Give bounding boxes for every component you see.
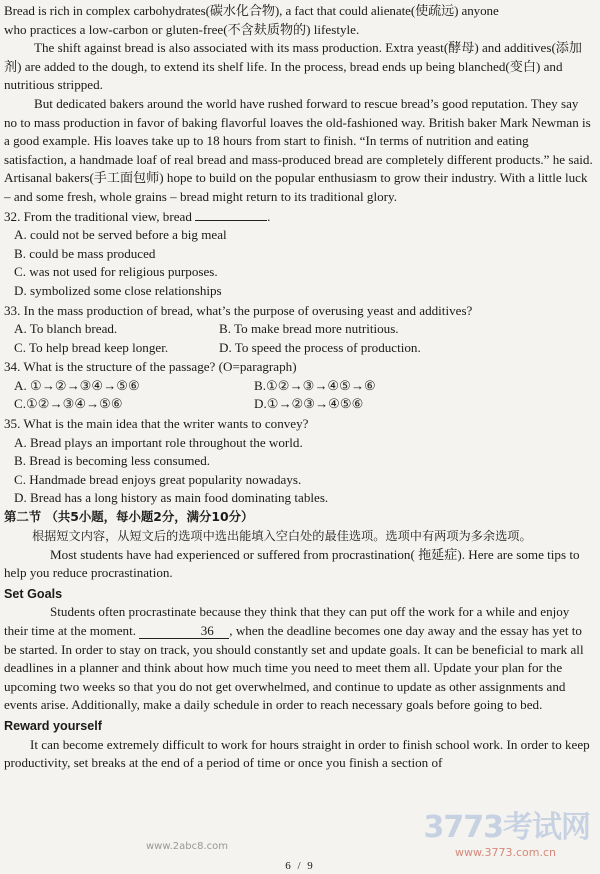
question-33-stem: 33. In the mass production of bread, what’s the purpose of overusing yeast and additives? [4,302,473,318]
passage-p1-line1: Bread is rich in complex carbohydrates(碳水化合物), a fact that could alienate(使疏远) anyone [4,3,499,18]
option-35d: D. Bread has a long history as main food dominating tables. [14,490,329,506]
question-32-stem: 32. From the traditional view, bread [4,208,192,224]
passage-p3: But dedicated bakers around the world have rushed forward to rescue bread’s good reputation. They say no to mass production in favor of baking flavorful loaves the old-fashioned way. British baker Mark Newman is a good example. His loaves take up to 18 hours from start to finish. “In terms of nutrition and eating satisfaction, a handmade loaf of real bread and mass-produced bread are completely different products.” he said. Artisanal bakers(手工面包师) hope to build on the popular enthusiasm to grow their industry. With a little luck – and some fresh, whole grains – bread might return to its traditional glory. [4,95,593,204]
passage-p2: The shift against bread is also associated with its mass production. Extra yeast(酵母) and additives(添加剂) are added to the dough, to extend its shelf life. In the process, bread ends up being blanched(变白) and nutritious stripped. [4,40,582,93]
question-32-end: . [267,208,271,224]
question-32 [4,208,594,227]
option-32c: C. was not used for religious purposes. [14,264,218,280]
exam-page [4,2,594,773]
option-34a: A. ①→②→③④→⑤⑥ [14,377,140,393]
question-34-row2 [4,395,594,414]
option-33a: A. To blanch bread. [14,321,118,337]
option-33c: C. To help bread keep longer. [14,339,169,355]
question-35-stem: 35. What is the main idea that the writer wants to convey? [4,416,309,432]
option-32b: B. could be mass produced [14,245,156,261]
option-34b: B.①②→③→④⑤→⑥ [254,377,376,393]
question-34-row1 [4,377,594,396]
option-32a: A. could not be served before a big meal [14,227,227,243]
option-33d: D. To speed the process of production. [219,339,421,355]
passage-p1-line2: who practices a low-carbon or gluten-free(不含麸质物的) lifestyle. [4,21,360,37]
option-35b: B. Bread is becoming less consumed. [14,453,211,469]
watermark-logo: 3773考试网 [423,810,590,845]
option-32d: D. symbolized some close relationships [14,282,222,298]
set-goals-text-b: , when the deadline becomes one day away and the essay has yet to be started. In order to stay on track, you should constantly set and update goals. It can be beneficial to mark all deadlines in a planner and think about how much time you need to meet them all. Update your plan for the upcoming two weeks so that you do not get overwhelmed, and continue to update as other assignments and events arise. Additionally, make a daily schedule in order to reach necessary goals before going to bed. [4,623,584,713]
reward-paragraph: It can become extremely difficult to work for hours straight in order to finish school work. In order to keep productivity, set breaks at the end of a period of time or once you finish a section of [4,736,590,771]
section-2-instruction: 根据短文内容，从短文后的选项中选出能填入空白处的最佳选项。选项中有两项为多余选项。 [32,528,532,543]
section-2-intro: Most students have had experienced or suffered from procrastination( 拖延症). Here are some tips to help you reduce procrastination. [4,546,580,581]
subheading-reward-yourself: Reward yourself [4,718,102,733]
answer-blank [195,209,267,221]
question-33-row2 [4,339,594,358]
set-goals-text-a: Students often procrastinate because they think that they can put off the work for a while and enjoy their time at the moment. [4,604,570,638]
subheading-set-goals: Set Goals [4,586,63,601]
blank-36: 36 [139,624,229,639]
option-35a: A. Bread plays an important role throughout the world. [14,434,303,450]
set-goals-paragraph [4,603,594,715]
question-33-row1 [4,320,594,339]
option-35c: C. Handmade bread enjoys great popularity nowadays. [14,471,302,487]
option-34c: C.①②→③④→⑤⑥ [14,396,123,412]
option-34d: D.①→②③→④⑤⑥ [254,396,364,412]
watermark-site: www.2abc8.com [146,841,229,852]
question-34-stem: 34. What is the structure of the passage? (O=paragraph) [4,359,297,375]
option-33b: B. To make bread more nutritious. [219,321,399,337]
watermark-url: www.3773.com.cn [455,846,556,859]
section-2-heading: 第二节 （共5小题，每小题2分，满分10分） [4,509,254,525]
page-number: 6 / 9 [285,860,315,872]
